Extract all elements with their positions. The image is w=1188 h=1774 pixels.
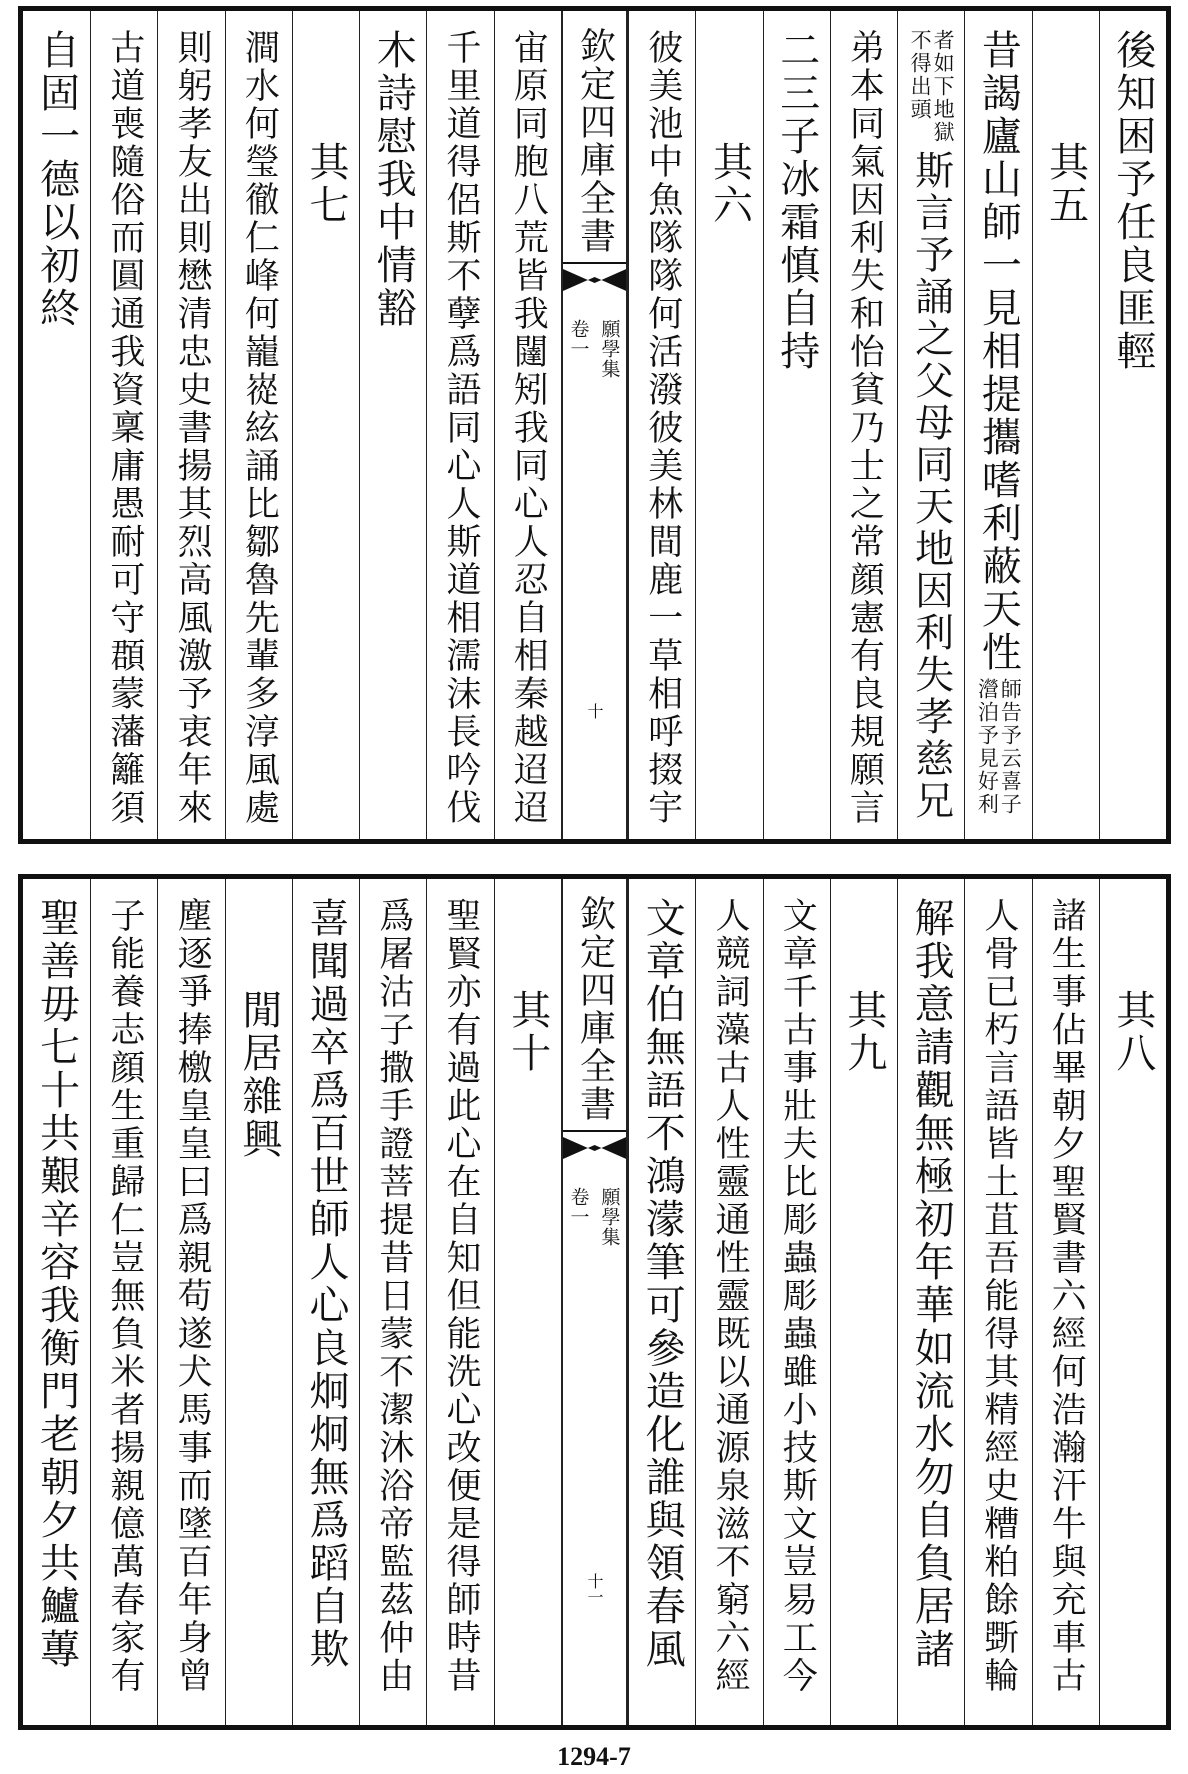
poem-heading-column (292, 11, 359, 839)
text-column (157, 11, 224, 839)
poem-heading: 其七 (303, 141, 350, 227)
column-text: 諸生事佔畢朝夕聖賢書六經何浩瀚汗牛與充車古 (1046, 897, 1087, 1695)
column-text: 人競詞藻古人性靈通性靈既以通源泉滋不窮六經 (709, 897, 750, 1695)
text-column (292, 879, 359, 1725)
column-text: 聖賢亦有過此心在自知但能洗心改便是得師時昔 (441, 897, 482, 1695)
center-fold (561, 879, 628, 1725)
column-text: 解我意請觀無極初年華如流水勿自負居諸 (908, 897, 955, 1671)
text-column (359, 879, 426, 1725)
column-text: 自固一德以初終 (33, 29, 80, 330)
text-column (628, 11, 695, 839)
page-number: 1294-7 (557, 1742, 631, 1771)
volume-label: 願學集 (598, 1187, 621, 1247)
text-column (695, 879, 762, 1725)
column-text: 人骨已朽言語皆土苴吾能得其精經史糟粕餘斲輪 (978, 897, 1019, 1695)
interlinear-note: 不得出頭 (908, 29, 933, 121)
column-text: 古道喪隨俗而圓通我資稟庸愚耐可守頵蒙藩籬須 (104, 29, 145, 827)
column-text: 聖善毋七十共艱辛容我衡門老朝夕共鱸蓴 (33, 897, 80, 1671)
text-column (628, 879, 695, 1725)
poem-heading-column (1032, 11, 1099, 839)
poem-heading: 閒居雜興 (235, 989, 282, 1161)
poem-heading: 其六 (706, 141, 753, 227)
book-title: 欽定四庫全書 (574, 895, 616, 1123)
column-text: 澗水何瑩徹仁峰何巃嵸絃誦比鄒魯先輩多淳風處 (239, 29, 280, 827)
text-column (90, 11, 157, 839)
fish-tail-mark-icon (563, 261, 626, 299)
lower-half-page (18, 874, 1171, 1730)
text-column (964, 879, 1031, 1725)
volume-label: 願學集 (598, 319, 621, 379)
column-text: 喜聞過卒爲百世師人心良炯炯無爲蹈自欺 (303, 897, 350, 1671)
text-column (157, 879, 224, 1725)
column-text: 子能養志顔生重歸仁豈無負米者揚親億萬春家有 (104, 897, 145, 1695)
column-text: 二三子冰霜慎自持 (773, 29, 820, 373)
poem-heading-column (225, 879, 292, 1725)
poem-heading: 其五 (1042, 141, 1089, 227)
poem-heading-column (695, 11, 762, 839)
volume-label: 卷一 (567, 1187, 590, 1227)
poem-heading: 其八 (1109, 989, 1156, 1075)
column-text: 爲屠沽子撒手證菩提昔日蒙不潔沐浴帝監茲仲由 (373, 897, 414, 1695)
column-text: 塵逐爭捧檄皇皇曰爲親苟遂犬馬事而墜百年身曾 (172, 897, 213, 1695)
column-text: 宙原同胞八荒皆我闥矧我同心人忍自相秦越迢迢 (508, 29, 549, 827)
column-text: 千里道得侶斯不孽爲語同心人斯道相濡沫長吟伐 (441, 29, 482, 827)
text-column (90, 879, 157, 1725)
column-text: 彼美池中魚隊隊何活潑彼美林間鹿一草相呼掇宇 (642, 29, 683, 827)
interlinear-note: 瀯泊予見好利 (975, 678, 1000, 816)
column-text: 弟本同氣因利失和怡貧乃士之常顔憲有良規願言 (844, 29, 885, 827)
interlinear-note: 者如下地獄 (931, 29, 956, 144)
text-column (830, 11, 897, 839)
text-column (426, 11, 493, 839)
book-title: 欽定四庫全書 (574, 27, 616, 255)
text-column (359, 11, 426, 839)
interlinear-note: 師告予云喜子 (998, 678, 1023, 816)
text-column (225, 11, 292, 839)
text-column (1032, 879, 1099, 1725)
text-column (763, 879, 830, 1725)
text-column (964, 11, 1031, 839)
column-text: 則躬孝友出則懋清忠史書揚其烈高風激予衷年來 (172, 29, 213, 827)
column-text: 文章伯無語不鴻濛筆可參造化誰與領春風 (639, 897, 686, 1671)
volume-label: 卷一 (567, 319, 590, 359)
text-column (897, 879, 964, 1725)
text-column (23, 879, 90, 1725)
fish-tail-mark-icon (563, 1129, 626, 1167)
poem-heading-column (1099, 879, 1166, 1725)
text-column (426, 879, 493, 1725)
center-fold (561, 11, 628, 839)
poem-heading: 其十 (504, 989, 551, 1075)
text-column (1099, 11, 1166, 839)
text-column (23, 11, 90, 839)
leaf-number: 十 (584, 703, 604, 719)
upper-half-page (18, 6, 1171, 844)
column-text: 斯言予誦之父母同天地因利失孝慈兄 (908, 150, 954, 822)
column-text: 文章千古事壯夫比彫蟲彫蟲雖小技斯文豈易工今 (777, 897, 818, 1695)
poem-heading-column (494, 879, 561, 1725)
text-column (897, 11, 964, 839)
column-text: 昔謁廬山師一見相提攜嗜利蔽天性 (975, 29, 1022, 674)
poem-heading-column (830, 879, 897, 1725)
text-column (494, 11, 561, 839)
column-text: 後知困予任良匪輕 (1109, 29, 1156, 373)
leaf-number: 十一 (584, 1573, 604, 1605)
poem-heading: 其九 (840, 989, 887, 1075)
column-text: 木詩慰我中情豁 (370, 29, 417, 330)
text-column (763, 11, 830, 839)
